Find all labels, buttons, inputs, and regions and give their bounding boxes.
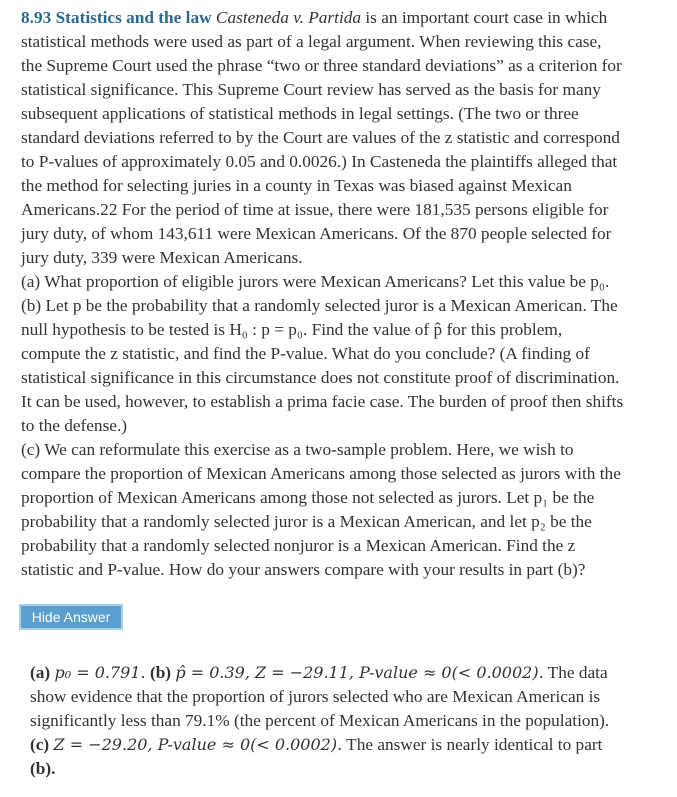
answer-c-end-label: (b).: [30, 759, 56, 778]
part-b-line: null hypothesis to be tested is H₀ : p = p₀. Find the value of p̂ for this problem,: [21, 320, 563, 339]
answer-line: show evidence that the proportion of jurors selected who are Mexican American is: [30, 687, 601, 706]
exercise-line: to P-values of approximately 0.05 and 0.0026.) In Casteneda the plaintiffs alleged that: [21, 152, 618, 171]
answer-c-label: (c): [30, 735, 50, 754]
exercise-line: jury duty, of whom 143,611 were Mexican Americans. Of the 870 people selected for: [21, 224, 612, 243]
exercise-line: standard deviations referred to by the Court are values of the z statistic and correspond: [21, 128, 620, 147]
answer-c-value: Z = −29.20, P-value ≈ 0(< 0.0002).: [53, 735, 343, 754]
answer-line: significantly less than 79.1% (the percent of Mexican Americans in the population).: [30, 711, 610, 730]
exercise-line: statistical methods were used as part of a legal argument. When reviewing this case,: [21, 32, 602, 51]
part-c-line: statistic and P-value. How do your answers compare with your results in part (b)?: [21, 560, 586, 579]
part-b-line: (b) Let p be the probability that a randomly selected juror is a Mexican American. The: [21, 296, 618, 315]
part-c-line: probability that a randomly selected juror is a Mexican American, and let p₂ be the: [21, 512, 592, 531]
answer-b-value: p̂ = 0.39, Z = −29.11, P-value ≈ 0(< 0.0002).: [175, 663, 544, 682]
part-c-line: compare the proportion of Mexican Americans among those selected as jurors with the: [21, 464, 621, 483]
answer-line-c: [30, 733, 677, 757]
part-b-line: statistical significance in this circumstance does not constitute proof of discrimination.: [21, 368, 620, 387]
exercise-line: statistical significance. This Supreme Court review has served as the basis for many: [21, 80, 601, 99]
answer-panel: [30, 661, 677, 781]
part-c-line: probability that a randomly selected nonjuror is a Mexican American. Find the z: [21, 536, 576, 555]
answer-a-label: (a): [30, 663, 51, 682]
hide-answer-button[interactable]: Hide Answer: [19, 604, 123, 630]
answer-b-text: The data: [543, 663, 608, 682]
part-b-line: It can be used, however, to establish a prima facie case. The burden of proof then shifts: [21, 392, 624, 411]
part-a-question: (a) What proportion of eligible jurors were Mexican Americans? Let this value be p₀.: [21, 272, 610, 291]
answer-a-value: p₀ = 0.791.: [54, 663, 146, 682]
exercise-line-1: [21, 6, 677, 30]
part-b-line: to the defense.): [21, 416, 128, 435]
exercise-line-footnote: Americans.22 For the period of time at issue, there were 181,535 persons eligible for: [21, 200, 609, 219]
case-name: Casteneda v. Partida: [215, 8, 362, 27]
answer-c-end: [30, 757, 677, 781]
exercise-text: [21, 6, 677, 582]
exercise-line-1-text: is an important court case in which: [361, 8, 608, 27]
exercise-line: the Supreme Court used the phrase “two or three standard deviations” as a criterion for: [21, 56, 622, 75]
part-b-line: compute the z statistic, and find the P-value. What do you conclude? (A finding of: [21, 344, 590, 363]
exercise-line: the method for selecting juries in a county in Texas was biased against Mexican: [21, 176, 572, 195]
exercise-number: 8.93 Statistics and the law: [21, 8, 212, 27]
part-c-line: proportion of Mexican Americans among those not selected as jurors. Let p₁ be the: [21, 488, 595, 507]
answer-b-label: (b): [149, 663, 172, 682]
answer-line-1: [30, 661, 677, 685]
part-c-line: (c) We can reformulate this exercise as a two-sample problem. Here, we wish to: [21, 440, 574, 459]
exercise-line: jury duty, 339 were Mexican Americans.: [21, 248, 303, 267]
answer-c-text: The answer is nearly identical to part: [342, 735, 603, 754]
exercise-line: subsequent applications of statistical methods in legal settings. (The two or three: [21, 104, 579, 123]
